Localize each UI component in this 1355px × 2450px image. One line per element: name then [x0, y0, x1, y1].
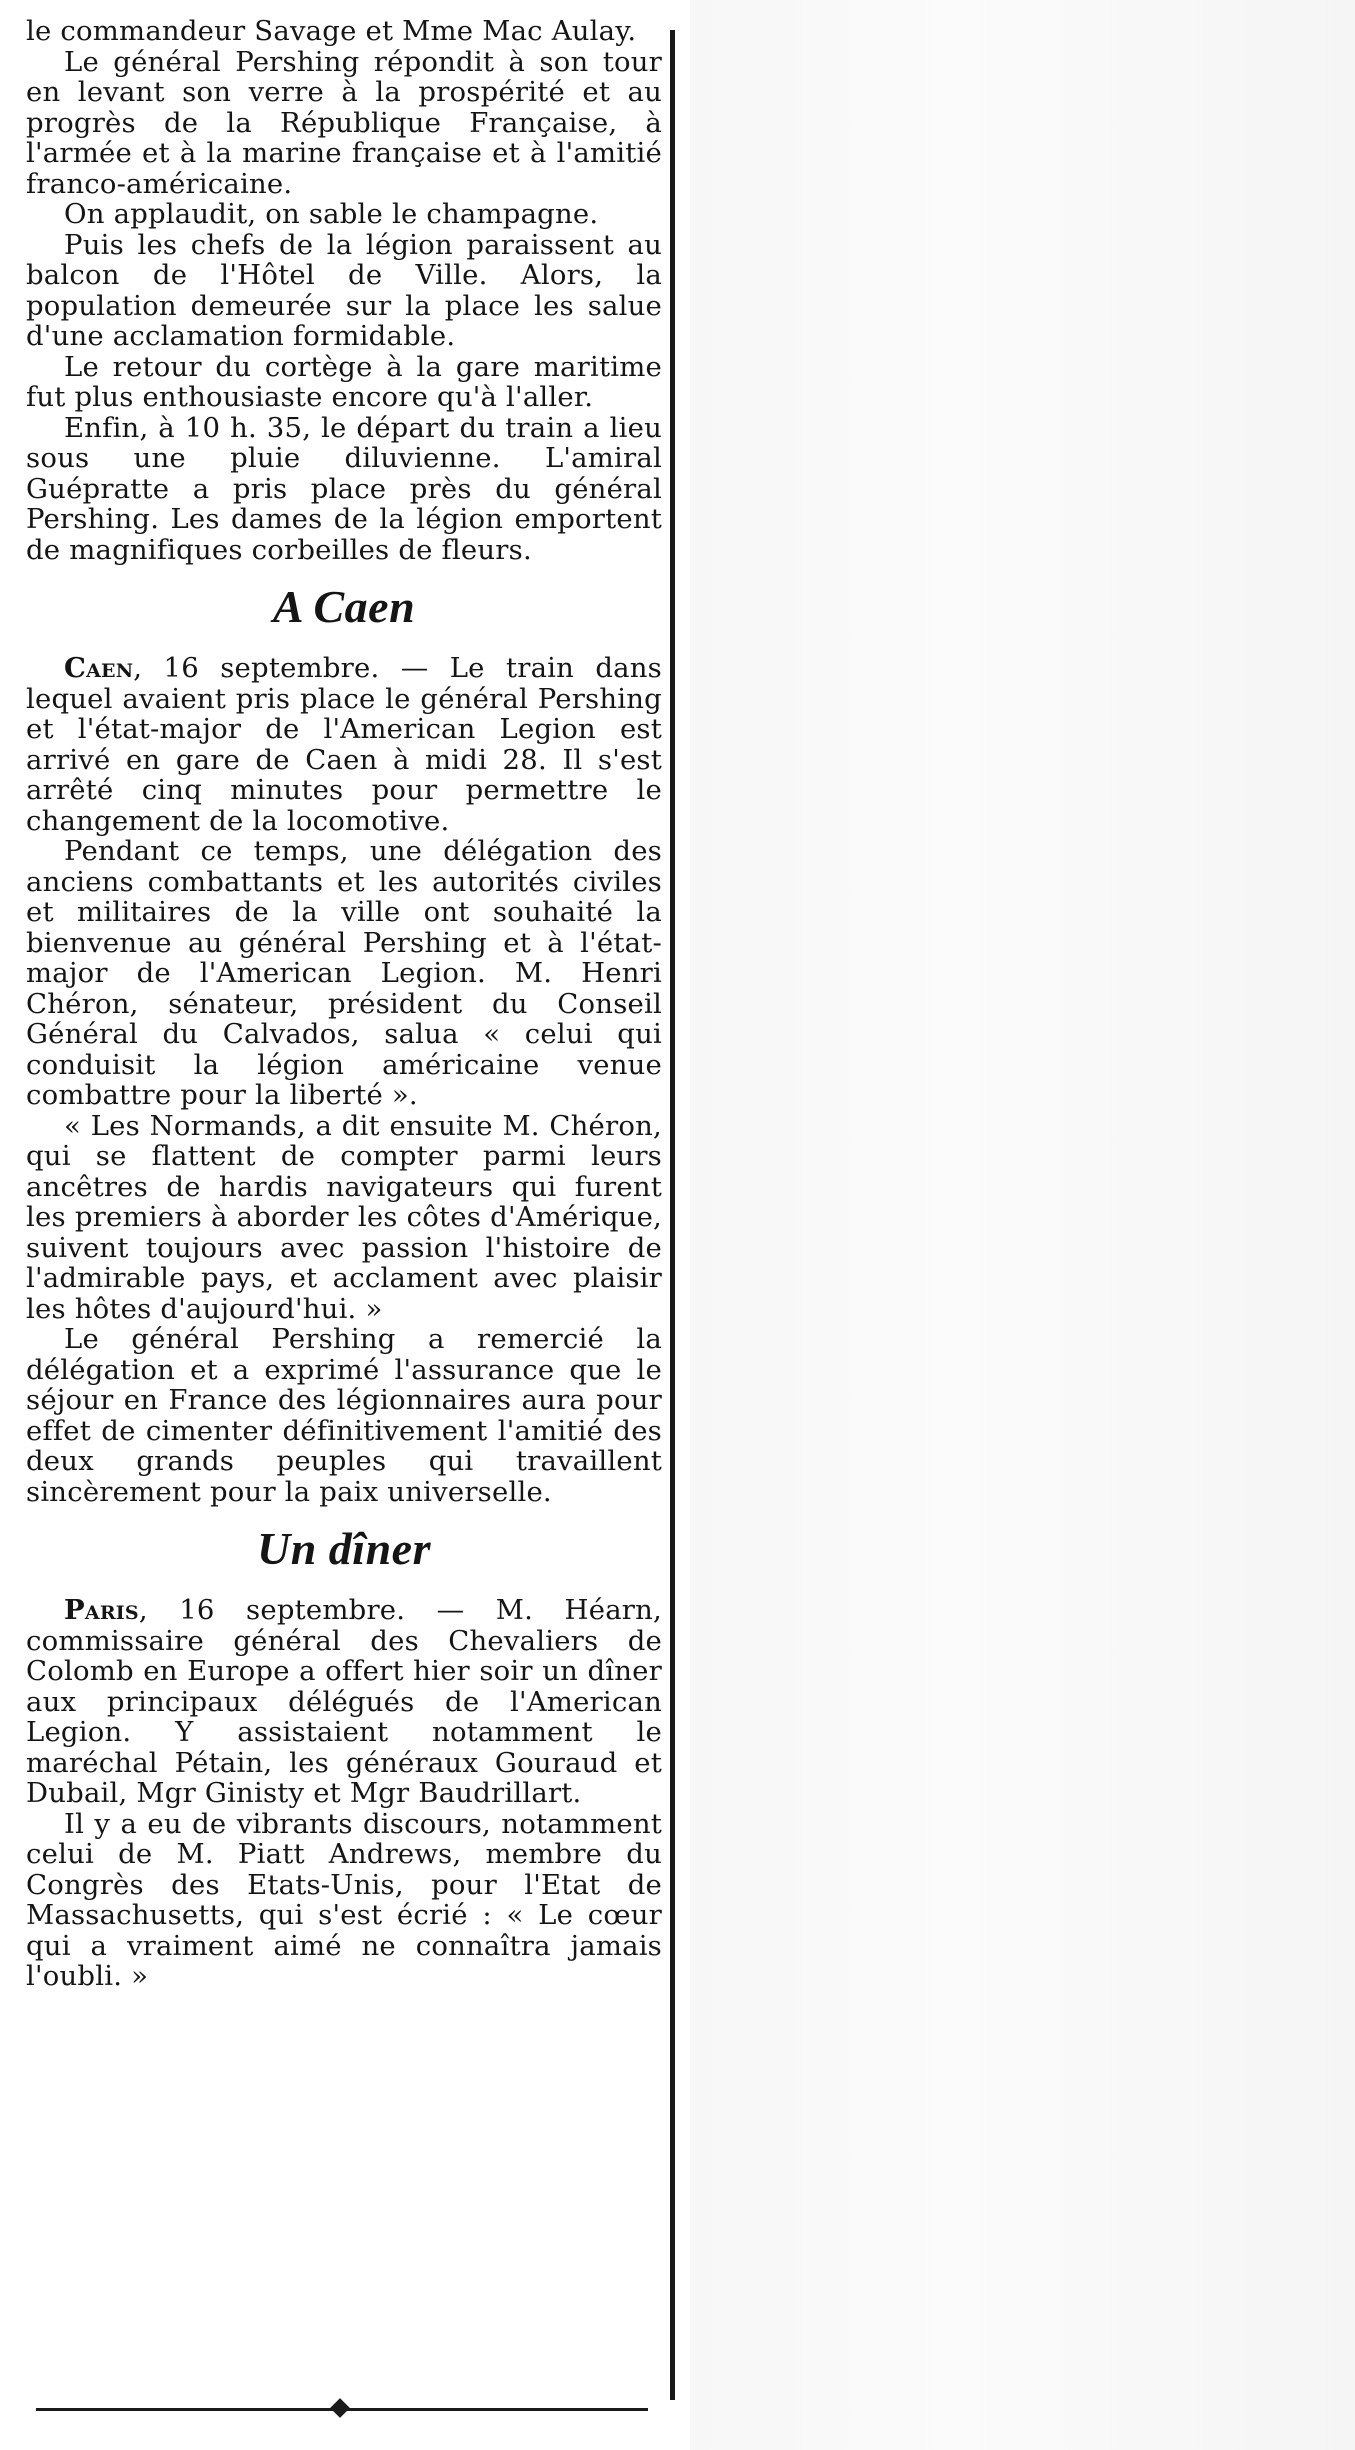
adjacent-column-bleed	[690, 0, 1355, 2450]
paragraph-caen-dateline	[26, 653, 662, 836]
dateline-text-caen: , 16 septembre. — Le train dans lequel avaient pris place le général Pershing et l'état-major de l'American Legion est arrivé en gare de Caen à midi 28. Il s'est arrêté cinq minutes pour permettre le changement de la locomotive.	[26, 652, 662, 837]
paragraph-balcony: Puis les chefs de la légion paraissent au balcon de l'Hôtel de Ville. Alors, la population demeurée sur la place les salue d'une acclamation formidable.	[26, 228, 662, 352]
paragraph-caen-delegation: Pendant ce temps, une délégation des anciens combattants et les autorités civiles et militaires de la ville ont souhaité la bienvenue au général Pershing et à l'état-major de l'American Legion. M. Henri Chéron, sénateur, président du Conseil Général du Calvados, salua « celui qui conduisit la légion américaine venue combattre pour la liberté ».	[26, 835, 662, 1111]
paragraph-departure: Enfin, à 10 h. 35, le départ du train a lieu sous une pluie diluvienne. L'amiral Guépratte a pris place près du général Pershing. Les dames de la légion emportent de magnifiques corbeilles de fleurs.	[26, 411, 662, 566]
paragraph-applause: On applaudit, on sable le champagne.	[64, 198, 599, 230]
paragraph-return: Le retour du cortège à la gare maritime fut plus enthousiaste encore qu'à l'aller.	[26, 350, 662, 413]
paragraph-intro: le commandeur Savage et Mme Mac Aulay.	[26, 15, 637, 47]
section-heading-caen: A Caen	[272, 581, 416, 632]
article-column	[26, 16, 662, 1992]
paragraph-paris-dateline	[26, 1595, 662, 1809]
paragraph-pershing-reply: Le général Pershing répondit à son tour en levant son verre à la prospérité et au progrès de la République Française, à l'armée et à la marine française et à l'amitié franco-américaine.	[26, 45, 662, 200]
dateline-text-paris: , 16 septembre. — M. Héarn, commissaire général des Chevaliers de Colomb en Europe a offert hier soir un dîner aux principaux délégués de l'American Legion. Y assistaient notamment le maréchal Pétain, les généraux Gouraud et Dubail, Mgr Ginisty et Mgr Baudrillart.	[26, 1594, 662, 1809]
column-rule	[670, 30, 675, 2400]
paragraph-caen-thanks: Le général Pershing a remercié la délégation et a exprimé l'assurance que le séjour en France des légionnaires aura pour effet de cimenter définitivement l'amitié des deux grands peuples qui travaillent sincèrement pour la paix universelle.	[26, 1323, 662, 1508]
paragraph-paris-speeches: Il y a eu de vibrants discours, notamment celui de M. Piatt Andrews, membre du Congrès des Etats-Unis, pour l'Etat de Massachusetts, qui s'est écrié : « Le cœur qui a vraiment aimé ne connaîtra jamais l'oubli. »	[26, 1807, 662, 1992]
dateline-city-paris: Paris	[64, 1594, 139, 1626]
section-heading-diner: Un dîner	[257, 1523, 431, 1574]
dateline-city-caen: Caen	[64, 652, 134, 684]
paragraph-caen-normands: « Les Normands, a dit ensuite M. Chéron, qui se flattent de compter parmi leurs ancêtres de hardis navigateurs qui furent les premiers à aborder les côtes d'Amérique, suivent toujours avec passion l'histoire de l'admirable pays, et acclament avec plaisir les hôtes d'aujourd'hui. »	[26, 1109, 662, 1325]
end-rule-diamond-ornament	[330, 2398, 350, 2418]
